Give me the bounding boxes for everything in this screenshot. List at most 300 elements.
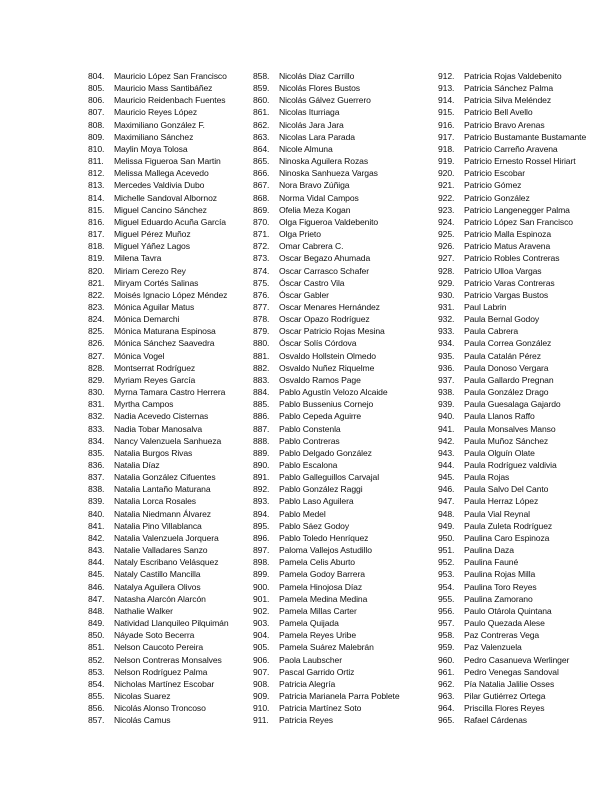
list-item-number: 818. bbox=[88, 241, 105, 252]
list-item-number: 888. bbox=[253, 435, 270, 446]
list-item-name: Paula González Drago bbox=[464, 387, 549, 398]
list-item-number: 859. bbox=[253, 83, 270, 94]
list-item bbox=[438, 556, 608, 568]
list-item-number: 893. bbox=[253, 496, 270, 507]
list-item-number: 947. bbox=[438, 496, 455, 507]
list-item bbox=[253, 423, 433, 435]
list-item bbox=[253, 483, 433, 495]
list-item-name: Pablo Cepeda Aguirre bbox=[279, 411, 362, 422]
list-item-name: Nicolas Suarez bbox=[114, 690, 171, 701]
list-column-3 bbox=[438, 70, 608, 726]
list-item bbox=[88, 131, 258, 143]
list-item-name: Myriam Reyes García bbox=[114, 374, 196, 385]
list-item bbox=[88, 690, 258, 702]
list-item-name: Pilar Gutiérrez Ortega bbox=[464, 690, 546, 701]
list-item-number: 820. bbox=[88, 265, 105, 276]
list-item-name: Miguel Cancino Sánchez bbox=[114, 204, 207, 215]
list-item-number: 847. bbox=[88, 593, 105, 604]
list-item bbox=[253, 119, 433, 131]
list-item-number: 951. bbox=[438, 545, 455, 556]
list-item bbox=[438, 301, 608, 313]
list-item-number: 943. bbox=[438, 447, 455, 458]
list-item-name: Paz Contreras Vega bbox=[464, 630, 540, 641]
list-item-number: 826. bbox=[88, 338, 105, 349]
list-item-name: Nancy Valenzuela Sanhueza bbox=[114, 435, 222, 446]
list-item-name: Paloma Vallejos Astudillo bbox=[279, 545, 372, 556]
list-item-name: Paula Zuleta Rodríguez bbox=[464, 520, 553, 531]
list-item bbox=[253, 702, 433, 714]
list-item-name: Pablo Galleguillos Carvajal bbox=[279, 472, 380, 483]
list-item bbox=[88, 252, 258, 264]
list-item-name: Mauricio Reidenbach Fuentes bbox=[114, 95, 226, 106]
list-item-number: 929. bbox=[438, 277, 455, 288]
list-item-number: 825. bbox=[88, 326, 105, 337]
list-item-number: 955. bbox=[438, 593, 455, 604]
list-item-name: Miguel Eduardo Acuña García bbox=[114, 216, 226, 227]
list-item-name: Pablo Medel bbox=[279, 508, 326, 519]
list-item-number: 819. bbox=[88, 253, 105, 264]
list-item-number: 883. bbox=[253, 374, 270, 385]
list-item-number: 956. bbox=[438, 605, 455, 616]
list-item-number: 849. bbox=[88, 618, 105, 629]
list-item-number: 900. bbox=[253, 581, 270, 592]
list-item bbox=[438, 204, 608, 216]
list-item-number: 886. bbox=[253, 411, 270, 422]
list-item-number: 851. bbox=[88, 642, 105, 653]
list-item-name: Óscar Solís Córdova bbox=[279, 338, 357, 349]
list-item-name: Moisés Ignacio López Méndez bbox=[114, 289, 228, 300]
list-item-name: Rafael Cárdenas bbox=[464, 715, 527, 726]
list-item-number: 857. bbox=[88, 715, 105, 726]
list-item bbox=[253, 289, 433, 301]
list-item-name: Pamela Suárez Malebrán bbox=[279, 642, 374, 653]
list-item-number: 919. bbox=[438, 156, 455, 167]
list-item-number: 963. bbox=[438, 690, 455, 701]
list-item-number: 824. bbox=[88, 314, 105, 325]
list-item-number: 954. bbox=[438, 581, 455, 592]
list-item-name: Natalia González Cifuentes bbox=[114, 472, 216, 483]
list-item-name: Paula Rojas bbox=[464, 472, 510, 483]
list-item-number: 948. bbox=[438, 508, 455, 519]
list-item bbox=[438, 70, 608, 82]
list-item bbox=[438, 143, 608, 155]
list-item-number: 863. bbox=[253, 131, 270, 142]
list-item-name: Paula Vial Reynal bbox=[464, 508, 530, 519]
list-item bbox=[253, 350, 433, 362]
list-item-name: Patricia Sánchez Palma bbox=[464, 83, 554, 94]
list-item bbox=[88, 483, 258, 495]
list-item bbox=[253, 82, 433, 94]
list-item-number: 913. bbox=[438, 83, 455, 94]
list-item-number: 871. bbox=[253, 229, 270, 240]
list-item-name: Myrtha Campos bbox=[114, 399, 174, 410]
list-item-number: 860. bbox=[253, 95, 270, 106]
list-item bbox=[88, 556, 258, 568]
list-item-number: 907. bbox=[253, 666, 270, 677]
list-item bbox=[438, 678, 608, 690]
list-item-number: 930. bbox=[438, 289, 455, 300]
list-item-name: Pamela Millas Carter bbox=[279, 605, 357, 616]
list-item-name: Paulina Fauné bbox=[464, 557, 519, 568]
list-item bbox=[438, 447, 608, 459]
list-item-name: Milena Tavra bbox=[114, 253, 162, 264]
list-item bbox=[438, 362, 608, 374]
list-item bbox=[88, 143, 258, 155]
list-item bbox=[253, 179, 433, 191]
list-item-number: 904. bbox=[253, 630, 270, 641]
list-item bbox=[88, 702, 258, 714]
list-item-number: 808. bbox=[88, 119, 105, 130]
list-item bbox=[88, 119, 258, 131]
list-item bbox=[438, 617, 608, 629]
list-item-number: 823. bbox=[88, 301, 105, 312]
list-item bbox=[438, 666, 608, 678]
list-item bbox=[88, 666, 258, 678]
list-item-name: Patricia Martínez Soto bbox=[279, 703, 362, 714]
list-item bbox=[253, 520, 433, 532]
list-item-number: 864. bbox=[253, 143, 270, 154]
list-item-name: Nicolás Camus bbox=[114, 715, 171, 726]
list-item-name: Pablo González Raggi bbox=[279, 484, 363, 495]
list-item-name: Pamela Hinojosa Díaz bbox=[279, 581, 363, 592]
list-item bbox=[88, 495, 258, 507]
list-item bbox=[88, 617, 258, 629]
list-item bbox=[253, 532, 433, 544]
list-item-number: 831. bbox=[88, 399, 105, 410]
list-item-number: 846. bbox=[88, 581, 105, 592]
list-item bbox=[88, 508, 258, 520]
list-item-name: Mónica Sánchez Saavedra bbox=[114, 338, 215, 349]
list-item-name: Paula Gallardo Pregnan bbox=[464, 374, 554, 385]
list-item-number: 932. bbox=[438, 314, 455, 325]
list-item-number: 828. bbox=[88, 362, 105, 373]
list-item-number: 845. bbox=[88, 569, 105, 580]
list-item-name: Patricio Carreño Aravena bbox=[464, 143, 558, 154]
list-item-number: 833. bbox=[88, 423, 105, 434]
list-item-name: Patricio Robles Contreras bbox=[464, 253, 560, 264]
list-item bbox=[438, 544, 608, 556]
list-item bbox=[88, 228, 258, 240]
list-item bbox=[88, 471, 258, 483]
list-item-number: 897. bbox=[253, 545, 270, 556]
list-item-number: 810. bbox=[88, 143, 105, 154]
list-item-name: Maximiliano Sánchez bbox=[114, 131, 194, 142]
list-item bbox=[438, 410, 608, 422]
list-item-name: Oscar Carrasco Schafer bbox=[279, 265, 369, 276]
list-item-name: Paula Rodríguez valdivia bbox=[464, 460, 557, 470]
list-item bbox=[438, 325, 608, 337]
list-item bbox=[253, 459, 433, 471]
list-item-name: Osvaldo Nuñez Riquelme bbox=[279, 362, 375, 373]
list-item bbox=[438, 508, 608, 520]
list-item-number: 814. bbox=[88, 192, 105, 203]
list-item-name: Osvaldo Hollstein Olmedo bbox=[279, 350, 376, 361]
list-item-number: 891. bbox=[253, 472, 270, 483]
list-item-name: Natalia Burgos Rivas bbox=[114, 447, 193, 458]
list-item-name: Olga Figueroa Valdebenito bbox=[279, 216, 379, 227]
list-item-name: Nelson Caucoto Pereira bbox=[114, 642, 204, 653]
list-item-number: 804. bbox=[88, 71, 105, 81]
list-item-number: 874. bbox=[253, 265, 270, 276]
list-item-name: Paul Labrin bbox=[464, 301, 507, 312]
list-item-number: 941. bbox=[438, 423, 455, 434]
list-item-name: Mónica Aguilar Matus bbox=[114, 301, 195, 312]
list-item-number: 901. bbox=[253, 593, 270, 604]
list-item-name: Pablo Bussenius Cornejo bbox=[279, 399, 374, 410]
list-item-name: Paz Valenzuela bbox=[464, 642, 522, 653]
list-item-number: 809. bbox=[88, 131, 105, 142]
list-item bbox=[253, 106, 433, 118]
list-item-name: Paula Correa González bbox=[464, 338, 552, 349]
list-item-name: Nicolás Flores Bustos bbox=[279, 83, 361, 94]
list-item bbox=[438, 265, 608, 277]
list-item-number: 925. bbox=[438, 229, 455, 240]
list-item-number: 877. bbox=[253, 301, 270, 312]
list-item-number: 838. bbox=[88, 484, 105, 495]
list-item-name: Nora Bravo Zúñiga bbox=[279, 180, 350, 191]
list-item-name: Osvaldo Ramos Page bbox=[279, 374, 361, 385]
list-item-number: 881. bbox=[253, 350, 270, 361]
list-item bbox=[438, 471, 608, 483]
list-item-name: Myrna Tamara Castro Herrera bbox=[114, 387, 226, 398]
list-item bbox=[253, 690, 433, 702]
list-item-name: Pablo Delgado González bbox=[279, 447, 372, 458]
list-item-number: 885. bbox=[253, 399, 270, 410]
list-item-name: Nicolás Jara Jara bbox=[279, 119, 344, 130]
list-item bbox=[438, 228, 608, 240]
list-item bbox=[253, 447, 433, 459]
list-item bbox=[438, 386, 608, 398]
list-item-number: 869. bbox=[253, 204, 270, 215]
list-item-name: Patricia Marianela Parra Poblete bbox=[279, 690, 400, 701]
list-item-name: Pablo Agustín Velozo Alcaide bbox=[279, 387, 388, 398]
list-item-number: 876. bbox=[253, 289, 270, 300]
list-item bbox=[253, 398, 433, 410]
list-item-number: 868. bbox=[253, 192, 270, 203]
list-item-number: 952. bbox=[438, 557, 455, 568]
list-item bbox=[438, 568, 608, 580]
list-item-number: 861. bbox=[253, 107, 270, 118]
list-item-name: Maylin Moya Tolosa bbox=[114, 143, 188, 154]
list-item-number: 926. bbox=[438, 241, 455, 252]
list-item bbox=[438, 423, 608, 435]
list-item-number: 836. bbox=[88, 460, 105, 470]
list-item bbox=[253, 301, 433, 313]
list-item-number: 811. bbox=[88, 156, 104, 167]
list-item-name: Miguel Pérez Muñoz bbox=[114, 229, 191, 240]
list-item-name: Nicolás Diaz Carrillo bbox=[279, 71, 355, 81]
list-item-name: Natalia Lantaño Maturana bbox=[114, 484, 211, 495]
list-item-name: Pablo Sáez Godoy bbox=[279, 520, 350, 531]
list-item bbox=[88, 325, 258, 337]
list-item bbox=[253, 277, 433, 289]
list-item-number: 854. bbox=[88, 678, 105, 689]
list-item-name: Pablo Laso Aguilera bbox=[279, 496, 354, 507]
list-item-number: 895. bbox=[253, 520, 270, 531]
list-item bbox=[438, 289, 608, 301]
list-item-name: Pamela Godoy Barrera bbox=[279, 569, 365, 580]
list-item-name: Paulina Rojas Milla bbox=[464, 569, 536, 580]
list-item bbox=[438, 313, 608, 325]
list-item bbox=[88, 581, 258, 593]
list-item-name: Patricio Bustamante Bustamante bbox=[464, 131, 587, 142]
list-item bbox=[88, 532, 258, 544]
list-item-number: 920. bbox=[438, 168, 455, 179]
list-item-name: Michelle Sandoval Albornoz bbox=[114, 192, 217, 203]
list-item-name: Mercedes Valdivia Dubo bbox=[114, 180, 205, 191]
list-item-name: Ninoska Sanhueza Vargas bbox=[279, 168, 378, 179]
list-item bbox=[253, 495, 433, 507]
list-item-name: Nicole Almuna bbox=[279, 143, 333, 154]
list-item-number: 924. bbox=[438, 216, 455, 227]
list-item bbox=[438, 398, 608, 410]
list-item bbox=[88, 410, 258, 422]
list-item-number: 906. bbox=[253, 654, 270, 665]
list-item-name: Oscar Menares Hernández bbox=[279, 301, 380, 312]
list-item-number: 806. bbox=[88, 95, 105, 106]
list-item bbox=[253, 216, 433, 228]
list-item-number: 822. bbox=[88, 289, 105, 300]
list-item-number: 807. bbox=[88, 107, 105, 118]
list-item-name: Natalia Niedmann Álvarez bbox=[114, 508, 211, 519]
list-item-name: Patricio Bell Avello bbox=[464, 107, 533, 118]
list-item bbox=[253, 325, 433, 337]
list-item-number: 829. bbox=[88, 374, 105, 385]
list-item-name: Pablo Contreras bbox=[279, 435, 340, 446]
list-item bbox=[253, 228, 433, 240]
list-item-name: Nataly Escribano Velásquez bbox=[114, 557, 219, 568]
list-item-number: 887. bbox=[253, 423, 270, 434]
list-item-name: Mauricio Mass Santibáñez bbox=[114, 83, 213, 94]
list-item bbox=[438, 593, 608, 605]
list-item bbox=[253, 654, 433, 666]
list-item-number: 830. bbox=[88, 387, 105, 398]
list-item-number: 905. bbox=[253, 642, 270, 653]
list-item-name: Paula Monsalves Manso bbox=[464, 423, 556, 434]
list-item bbox=[88, 520, 258, 532]
list-item-name: Patricio González bbox=[464, 192, 530, 203]
list-item-name: Pedro Venegas Sandoval bbox=[464, 666, 559, 677]
list-item-number: 889. bbox=[253, 447, 270, 458]
list-item bbox=[253, 641, 433, 653]
list-item-name: Natalie Valladares Sanzo bbox=[114, 545, 208, 556]
list-item-name: Patricio Langenegger Palma bbox=[464, 204, 570, 215]
list-item-number: 872. bbox=[253, 241, 270, 252]
list-item-name: Natalia Pino Villablanca bbox=[114, 520, 202, 531]
list-item-number: 933. bbox=[438, 326, 455, 337]
list-item bbox=[438, 252, 608, 264]
list-item-name: Paulina Caro Espinoza bbox=[464, 532, 550, 543]
list-item-number: 865. bbox=[253, 156, 270, 167]
list-item-name: Paula Cabrera bbox=[464, 326, 519, 337]
list-item bbox=[88, 70, 258, 82]
list-item bbox=[438, 374, 608, 386]
list-item-number: 939. bbox=[438, 399, 455, 410]
list-item-name: Nadia Acevedo Cisternas bbox=[114, 411, 209, 422]
list-item bbox=[253, 568, 433, 580]
list-item-name: Paulina Toro Reyes bbox=[464, 581, 537, 592]
list-item-name: Paulo Otárola Quintana bbox=[464, 605, 552, 616]
list-item-number: 946. bbox=[438, 484, 455, 495]
list-item-number: 852. bbox=[88, 654, 105, 665]
list-item-name: Paola Laubscher bbox=[279, 654, 342, 665]
list-item bbox=[253, 508, 433, 520]
list-item-name: Mónica Maturana Espinosa bbox=[114, 326, 216, 337]
list-item-name: Nelson Contreras Monsalves bbox=[114, 654, 222, 665]
list-item-name: Mónica Vogel bbox=[114, 350, 165, 361]
list-item bbox=[438, 94, 608, 106]
list-item bbox=[88, 265, 258, 277]
list-item-name: Patricio López San Francisco bbox=[464, 216, 573, 227]
list-item bbox=[438, 82, 608, 94]
list-item-name: Paula Herraz López bbox=[464, 496, 539, 507]
list-item-name: Patricia Silva Meléndez bbox=[464, 95, 552, 106]
list-item bbox=[438, 106, 608, 118]
list-item-number: 902. bbox=[253, 605, 270, 616]
list-item bbox=[88, 179, 258, 191]
list-item bbox=[253, 240, 433, 252]
list-item-name: Paula Salvo Del Canto bbox=[464, 484, 549, 495]
list-item-name: Patricio Malla Espinoza bbox=[464, 229, 552, 240]
list-item bbox=[88, 714, 258, 726]
list-item-number: 960. bbox=[438, 654, 455, 665]
list-item bbox=[438, 240, 608, 252]
list-item-name: Miguel Yáñez Lagos bbox=[114, 241, 190, 252]
list-item-name: Priscilla Flores Reyes bbox=[464, 703, 545, 714]
list-item-number: 965. bbox=[438, 715, 455, 726]
list-item bbox=[88, 289, 258, 301]
list-item-name: Pamela Quijada bbox=[279, 618, 339, 629]
list-item bbox=[438, 131, 608, 143]
list-item-number: 935. bbox=[438, 350, 455, 361]
list-item-number: 855. bbox=[88, 690, 105, 701]
list-item-name: Melissa Mallega Acevedo bbox=[114, 168, 209, 179]
list-item bbox=[88, 568, 258, 580]
list-item-number: 816. bbox=[88, 216, 105, 227]
list-item-number: 953. bbox=[438, 569, 455, 580]
list-item bbox=[253, 155, 433, 167]
list-item bbox=[253, 192, 433, 204]
list-item-number: 812. bbox=[88, 168, 105, 179]
list-item bbox=[88, 82, 258, 94]
list-item bbox=[253, 581, 433, 593]
list-item bbox=[253, 362, 433, 374]
list-item-name: Mónica Demarchi bbox=[114, 314, 180, 325]
list-item-name: Montserrat Rodríguez bbox=[114, 362, 196, 373]
list-item-name: Paula Muñoz Sánchez bbox=[464, 435, 549, 446]
list-item-number: 817. bbox=[88, 229, 105, 240]
list-item-name: Pablo Toledo Henríquez bbox=[279, 532, 369, 543]
list-item bbox=[253, 386, 433, 398]
list-item bbox=[253, 435, 433, 447]
list-item-name: Ofelia Meza Kogan bbox=[279, 204, 351, 215]
list-item bbox=[88, 593, 258, 605]
list-column-1 bbox=[88, 70, 258, 726]
list-item-number: 835. bbox=[88, 447, 105, 458]
list-item-number: 914. bbox=[438, 95, 455, 106]
list-item bbox=[438, 192, 608, 204]
list-item-number: 879. bbox=[253, 326, 270, 337]
list-item-name: Mauricio Reyes López bbox=[114, 107, 198, 118]
list-item-number: 848. bbox=[88, 605, 105, 616]
list-item-number: 841. bbox=[88, 520, 105, 531]
list-item-number: 964. bbox=[438, 703, 455, 714]
list-item bbox=[88, 204, 258, 216]
list-item bbox=[253, 167, 433, 179]
list-item-number: 921. bbox=[438, 180, 455, 191]
list-item-name: Pamela Medina Medina bbox=[279, 593, 368, 604]
list-item-number: 917. bbox=[438, 131, 455, 142]
